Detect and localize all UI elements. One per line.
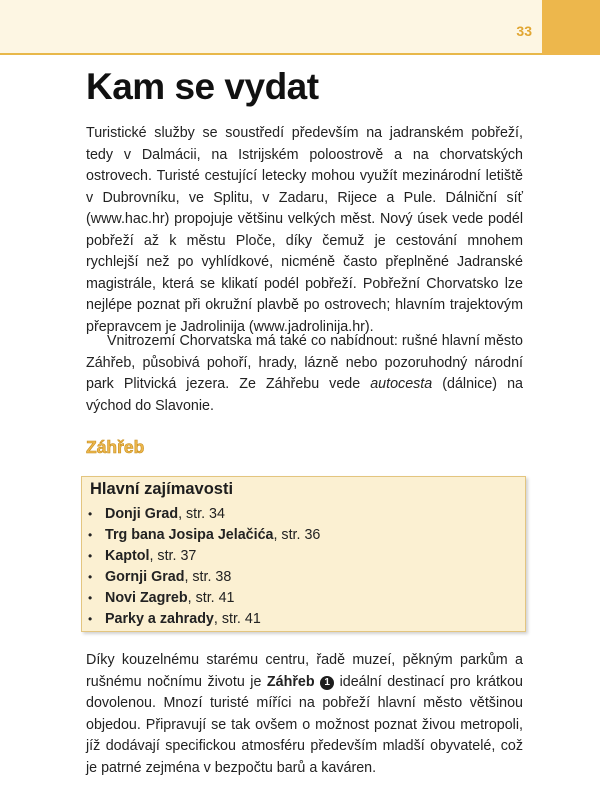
page-number-tab	[542, 0, 600, 55]
list-item	[88, 567, 320, 588]
highlight-name: Gornji Grad	[105, 569, 185, 585]
highlights-title: Hlavní zajímavosti	[90, 480, 234, 498]
highlights-list	[88, 504, 320, 630]
intro-paragraph-1: Turistické služby se soustředí především na jadranském pobřeží, tedy v Dalmácii, na Istrijském poloostrově a na chorvatských ostrovech. Turisté cestující letecky mohou využít mezinárodní letiště v Dubrovníku, ve Splitu, v Zadaru, Rijece a Pule. Dálniční síť (www.hac.hr) propojuje většinu velkých měst. Nový úsek vede podél pobřeží až k městu Ploče, díky čemuž je cestování mnohem rychlejší než po vyhlídkové, nicméně často přeplněné Jadranské magistrále, která se klikatí podél pobřeží. Pobřežní Chorvatsko lze nejlépe poznat při okružní plavbě po ostrovech; hlavním trajektovým přepravcem je Jadrolinija (www.jadrolinija.hr).	[86, 125, 523, 335]
highlight-name: Kaptol	[105, 548, 150, 564]
highlight-name: Novi Zagreb	[105, 590, 188, 606]
body-bold-city: Záhřeb	[266, 673, 315, 690]
page-ref: , str. 37	[149, 548, 197, 564]
bullet: •	[88, 528, 93, 542]
highlight-name: Parky a zahrady	[105, 611, 214, 627]
bullet: •	[88, 549, 93, 563]
header-bar	[0, 0, 542, 55]
page-number: 33	[516, 23, 532, 39]
section-heading: Záhřeb	[86, 437, 145, 457]
page-ref: , str. 41	[213, 611, 261, 627]
intro-paragraph-2	[86, 331, 523, 417]
page-title: Kam se vydat	[86, 66, 319, 107]
intro-p2-text-1: Vnitrozemí Chorvatska má také co nabídnout: rušné hlavní město Záhřeb, působivá pohoří, hrady, lázně nebo pozoruhodný národní park Plitvická jezera. Ze Záhřebu vede	[86, 333, 523, 392]
highlight-name: Trg bana Josipa Jelačića	[105, 527, 274, 543]
list-item	[88, 588, 320, 609]
body-text-1: Díky kouzelnému starému centru, řadě muzeí, pěkným parkům a rušnému nočnímu životu je	[86, 652, 523, 690]
bullet: •	[88, 507, 93, 521]
list-item	[88, 504, 320, 525]
list-item	[88, 609, 320, 630]
map-marker-1: 1	[320, 676, 334, 690]
bullet: •	[88, 612, 93, 626]
intro-p2-text-2: (dálnice) na východ do Slavonie.	[86, 376, 523, 414]
list-item	[88, 546, 320, 567]
page-ref: , str. 34	[178, 506, 225, 522]
page-ref: , str. 41	[187, 590, 235, 606]
page-ref: , str. 38	[184, 569, 232, 585]
body-paragraph	[86, 650, 523, 779]
highlight-name: Donji Grad	[105, 506, 179, 522]
intro-p2-italic: autocesta	[370, 376, 433, 392]
page-ref: , str. 36	[273, 527, 321, 543]
highlights-box	[81, 476, 526, 632]
bullet: •	[88, 570, 93, 584]
bullet: •	[88, 591, 93, 605]
body-text-2: ideální destinací pro krátkou dovolenou. Mnozí turisté míříci na pobřeží hlavní město většinou objedou. Připravují se tak ovšem o možnost poznat živou metropoli, jíž dodávají specifickou atmosféru především mladší obyvatelé, což je patrné zejména v bezpočtu barů a kaváren.	[86, 673, 523, 776]
list-item	[88, 525, 320, 546]
